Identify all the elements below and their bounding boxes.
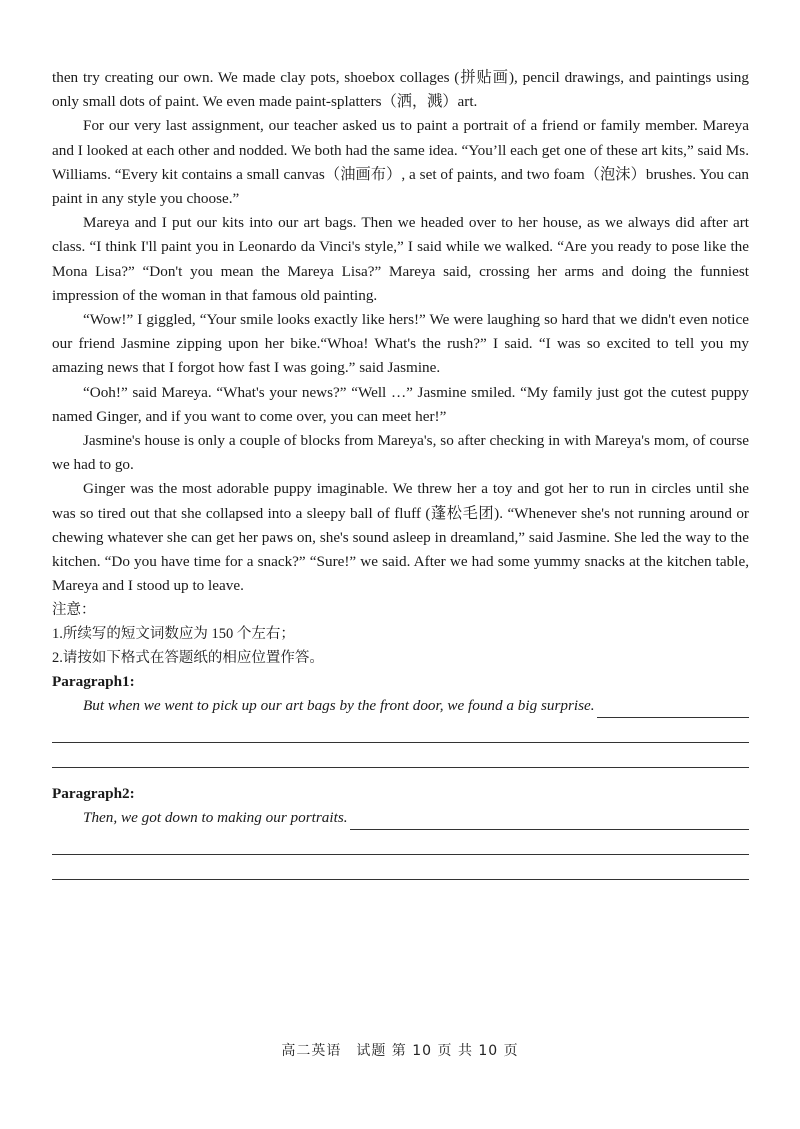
- paragraph1-label: Paragraph1:: [52, 673, 135, 691]
- paragraph2-section: [52, 782, 749, 880]
- answer-blank[interactable]: [597, 700, 749, 718]
- instruction-item-2: 2.请按如下格式在答题纸的相应位置作答。: [52, 650, 324, 667]
- paragraph1-prompt-line: [83, 694, 749, 718]
- paragraph1-prompt: But when we went to pick up our art bags by the front door, we found a big surprise.: [83, 697, 595, 715]
- story-paragraph-5: “Ooh!” said Mareya. “What's your news?” “Well …” Jasmine smiled. “My family just got the cutest puppy named Ginger, and if you want to come over, you can meet her!”: [52, 383, 749, 425]
- story-paragraph-4: “Wow!” I giggled, “Your smile looks exactly like hers!” We were laughing so hard that we didn't even notice our friend Jasmine zipping upon her bike.“Whoa! What's the rush?” I said. “I was so excited to tell you my amazing news that I forgot how fast I was going.” said Jasmine.: [52, 311, 749, 377]
- story-paragraph-6: Jasmine's house is only a couple of blocks from Mareya's, so after checking in with Mareya's mom, of course we had to go.: [52, 432, 749, 474]
- instructions: [52, 598, 749, 670]
- answer-line[interactable]: [52, 855, 749, 880]
- paragraph1-section: [52, 670, 749, 768]
- answer-line[interactable]: [52, 718, 749, 743]
- paragraph2-prompt-line: [83, 806, 749, 830]
- instructions-heading: 注意：: [52, 602, 96, 619]
- instruction-item-1: 1.所续写的短文词数应为 150 个左右；: [52, 626, 295, 643]
- paragraph2-prompt: Then, we got down to making our portraits.: [83, 809, 348, 827]
- answer-line[interactable]: [52, 743, 749, 768]
- answer-line[interactable]: [52, 830, 749, 855]
- story-paragraph-7: Ginger was the most adorable puppy imaginable. We threw her a toy and got her to run in circles until she was so tired out that she collapsed into a sleepy ball of fluff (蓬松毛团). “Whenever she's not running around or chewing whatever she can get her paws on, she's sound asleep in dreamland,” said Jasmine. She led the way to the kitchen. “Do you have time for a snack?” “Sure!” we said. After we had some yummy snacks at the kitchen table, Mareya and I stood up to leave.: [52, 480, 749, 595]
- page-footer: 高二英语 试题 第 10 页 共 10 页: [281, 1043, 519, 1059]
- story-paragraph-3: Mareya and I put our kits into our art bags. Then we headed over to her house, as we always did after art class. “I think I'll paint you in Leonardo da Vinci's style,” I said while we walked. “Are you ready to pose like the Mona Lisa?” “Don't you mean the Mareya Lisa?” Mareya said, crossing her arms and doing the funniest impression of the woman in that famous old painting.: [52, 214, 749, 304]
- paragraph2-label: Paragraph2:: [52, 785, 135, 803]
- story-text: [52, 66, 749, 880]
- story-paragraph-2: For our very last assignment, our teacher asked us to paint a portrait of a friend or family member. Mareya and I looked at each other and nodded. We both had the same idea. “You’ll each get one of these art kits,” said Ms. Williams. “Every kit contains a small canvas（油画布）, a set of paints, and two foam（泡沫）brushes. You can paint in any style you choose.”: [52, 117, 749, 208]
- answer-blank[interactable]: [350, 812, 749, 830]
- story-paragraph-1: then try creating our own. We made clay pots, shoebox collages (拼贴画), pencil drawings, and paintings using only small dots of paint. We even made paint-splatters（洒，溅）art.: [52, 69, 749, 111]
